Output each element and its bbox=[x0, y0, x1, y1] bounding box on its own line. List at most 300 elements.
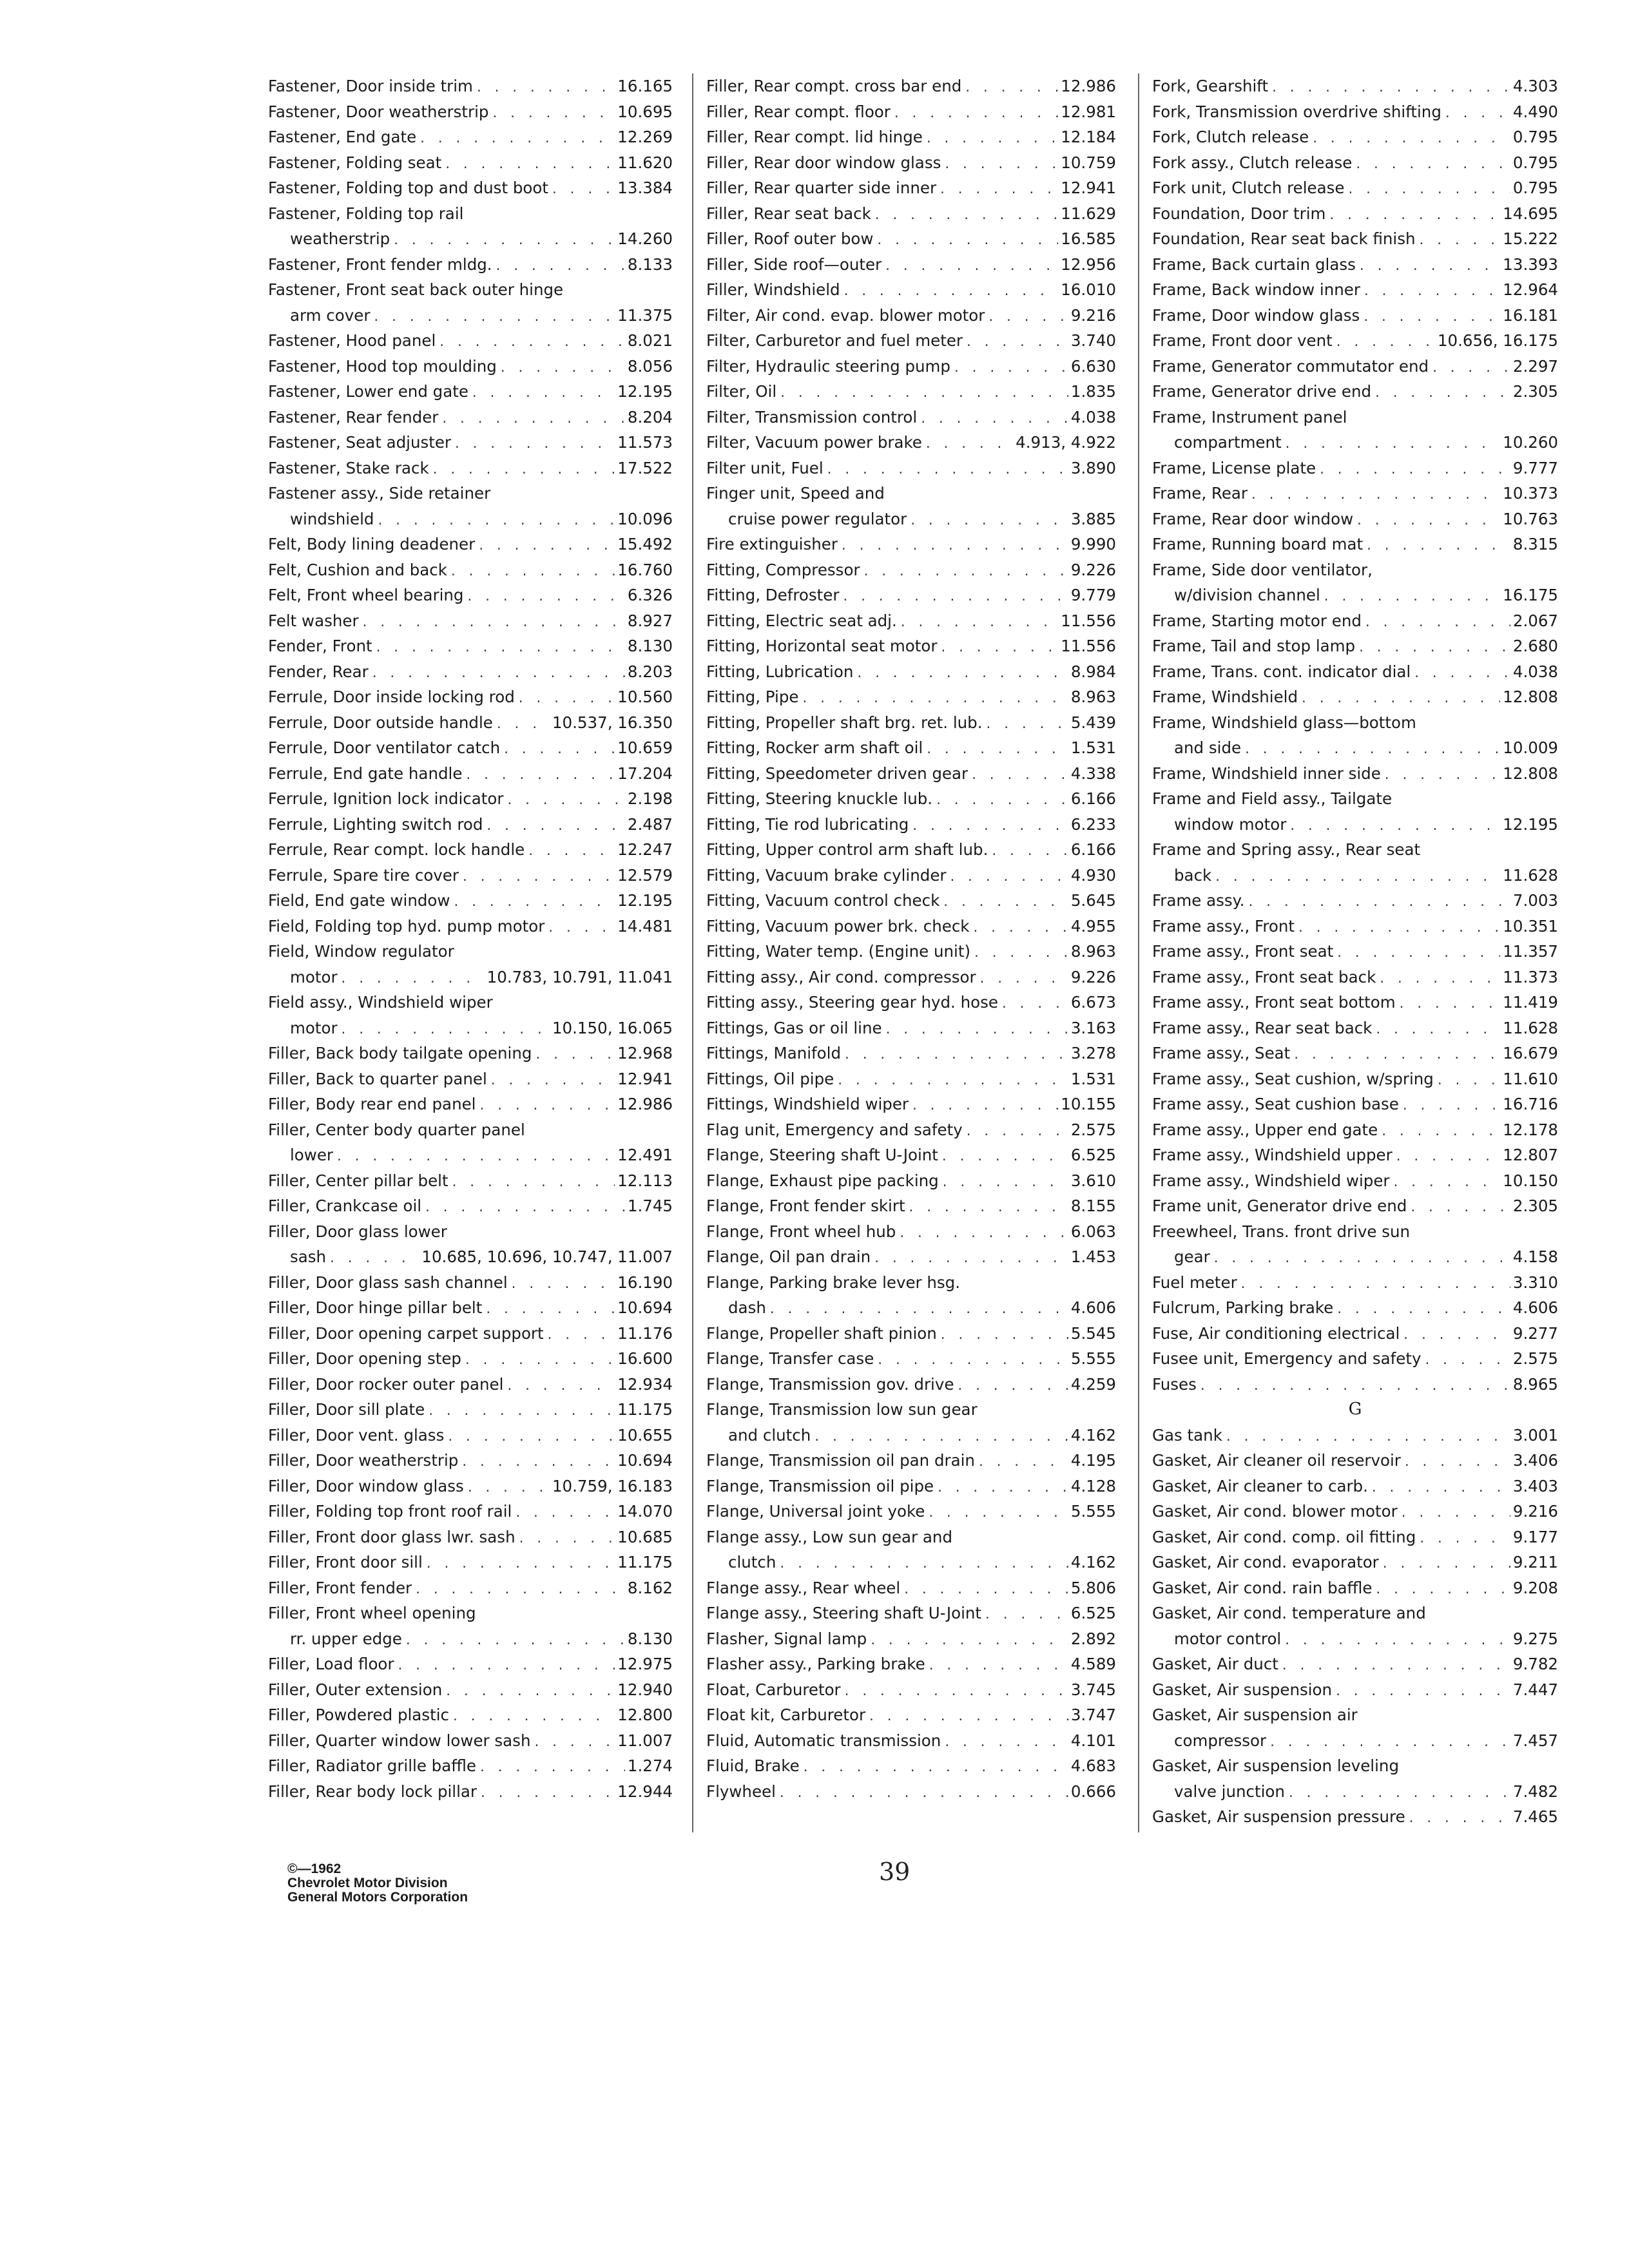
entry-label: Fuses bbox=[1152, 1374, 1197, 1394]
entry-label: Gasket, Air cond. comp. oil fitting bbox=[1152, 1527, 1416, 1546]
index-entry bbox=[268, 786, 673, 812]
entry-page-ref: 6.166 bbox=[1070, 840, 1116, 859]
entry-page-ref: 9.211 bbox=[1512, 1553, 1558, 1571]
entry-page-ref: 4.162 bbox=[1070, 1425, 1116, 1445]
entry-label: Fittings, Manifold bbox=[706, 1044, 842, 1062]
index-entry bbox=[1152, 150, 1558, 176]
entry-label: gear bbox=[1174, 1247, 1210, 1266]
entry-label: Frame assy., Windshield upper bbox=[1152, 1146, 1393, 1164]
dot-leader bbox=[876, 228, 1058, 254]
entry-label: Filler, Body rear end panel bbox=[268, 1095, 476, 1113]
index-entry bbox=[1152, 1550, 1558, 1575]
section-heading: G bbox=[1348, 1399, 1362, 1419]
index-entry bbox=[706, 1550, 1116, 1575]
entry-page-ref: 10.155 bbox=[1061, 1095, 1116, 1113]
entry-page-ref: 10.694 bbox=[617, 1298, 673, 1317]
dot-leader bbox=[329, 1246, 419, 1272]
entry-label: Fastener, Door inside trim bbox=[268, 77, 473, 95]
entry-label: Filler, Load floor bbox=[268, 1655, 394, 1673]
entry-label: Flange, Parking brake lever hsg. bbox=[706, 1273, 961, 1292]
index-entry bbox=[1152, 863, 1558, 889]
entry-page-ref: 0.795 bbox=[1512, 178, 1558, 197]
index-entry bbox=[268, 684, 673, 710]
dot-leader bbox=[903, 1577, 1068, 1603]
index-entry bbox=[1152, 1015, 1558, 1041]
entry-label: Filler, Crankcase oil bbox=[268, 1196, 422, 1215]
entry-page-ref: 2.575 bbox=[1512, 1349, 1558, 1368]
dot-leader bbox=[499, 356, 625, 381]
entry-label: Fastener, Hood panel bbox=[268, 331, 436, 350]
dot-leader bbox=[1362, 305, 1500, 331]
entry-page-ref: 4.303 bbox=[1512, 77, 1558, 95]
entry-label: Gasket, Air cleaner to carb. bbox=[1152, 1476, 1368, 1495]
entry-page-ref: 7.003 bbox=[1512, 891, 1558, 910]
dot-leader bbox=[898, 1221, 1068, 1247]
entry-label: Filler, Rear compt. floor bbox=[706, 102, 891, 121]
index-entry bbox=[706, 354, 1116, 380]
entry-page-ref: 9.782 bbox=[1512, 1655, 1558, 1673]
entry-page-ref: 8.155 bbox=[1070, 1196, 1116, 1215]
entry-page-ref: 9.226 bbox=[1070, 967, 1116, 986]
dot-leader bbox=[900, 610, 1058, 636]
index-entry bbox=[1152, 1677, 1558, 1703]
dot-leader bbox=[461, 1450, 615, 1475]
index-entry bbox=[706, 1193, 1116, 1219]
dot-leader bbox=[1297, 916, 1500, 941]
entry-label: Fitting, Rocker arm shaft oil bbox=[706, 738, 923, 757]
index-entry bbox=[706, 582, 1116, 608]
entry-page-ref: 17.522 bbox=[617, 458, 673, 477]
entry-label: Field, End gate window bbox=[268, 891, 450, 910]
index-entry bbox=[1152, 557, 1558, 583]
entry-label: Fastener, Hood top moulding bbox=[268, 356, 497, 376]
dot-leader bbox=[397, 1653, 615, 1679]
index-entry bbox=[706, 1423, 1116, 1448]
entry-label: Frame, Starting motor end bbox=[1152, 611, 1362, 630]
index-entry bbox=[268, 1321, 673, 1347]
dot-leader bbox=[965, 330, 1068, 356]
index-entry bbox=[268, 1270, 673, 1296]
entry-label: Ferrule, End gate handle bbox=[268, 764, 463, 783]
entry-label: Fork unit, Clutch release bbox=[1152, 178, 1345, 197]
dot-leader bbox=[1374, 381, 1510, 407]
entry-page-ref: 4.259 bbox=[1070, 1374, 1116, 1394]
entry-label: w/division channel bbox=[1174, 586, 1320, 604]
entry-label: Fire extinguisher bbox=[706, 535, 838, 553]
entry-label: Frame assy., Seat bbox=[1152, 1044, 1291, 1062]
dot-leader bbox=[1364, 610, 1510, 636]
dot-leader bbox=[340, 966, 485, 992]
index-entry bbox=[706, 150, 1116, 176]
entry-label: Filler, Door sill plate bbox=[268, 1400, 425, 1419]
dot-leader bbox=[485, 1297, 615, 1323]
entry-page-ref: 3.310 bbox=[1512, 1273, 1558, 1292]
dot-leader bbox=[1380, 1119, 1500, 1145]
dot-leader bbox=[925, 737, 1068, 763]
entry-page-ref: 1.835 bbox=[1070, 382, 1116, 401]
entry-label: Fitting, Propeller shaft brg. ret. lub. bbox=[706, 713, 983, 732]
entry-page-ref: 6.525 bbox=[1070, 1604, 1116, 1622]
index-entry bbox=[268, 73, 673, 99]
entry-page-ref: 11.007 bbox=[617, 1731, 673, 1750]
entry-label: Filter, Air cond. evap. blower motor bbox=[706, 305, 985, 325]
dot-leader bbox=[1336, 1297, 1510, 1323]
dot-leader bbox=[978, 1450, 1068, 1475]
entry-label: back bbox=[1174, 865, 1212, 885]
dot-leader bbox=[802, 1755, 1068, 1781]
entry-label: Filler, Back body tailgate opening bbox=[268, 1044, 532, 1062]
entry-label: Frame assy., Rear seat back bbox=[1152, 1018, 1373, 1037]
entry-label: Fastener, Front fender mldg. bbox=[268, 255, 492, 274]
entry-label: Fitting, Steering knuckle lub. bbox=[706, 789, 933, 808]
entry-page-ref: 14.260 bbox=[617, 229, 673, 248]
dot-leader bbox=[1289, 814, 1500, 840]
dot-leader bbox=[927, 1501, 1068, 1526]
entry-label: Filler, Door window glass bbox=[268, 1476, 464, 1495]
entry-page-ref: 12.975 bbox=[617, 1655, 673, 1673]
entry-page-ref: 8.133 bbox=[627, 255, 673, 274]
entry-page-ref: 10.351 bbox=[1503, 916, 1558, 936]
index-entry bbox=[268, 582, 673, 608]
dot-leader bbox=[1408, 1806, 1510, 1832]
dot-leader bbox=[953, 356, 1068, 381]
entry-page-ref: 12.184 bbox=[1061, 128, 1116, 146]
dot-leader bbox=[447, 1425, 615, 1450]
entry-page-ref: 10.659 bbox=[617, 738, 673, 757]
index-entry bbox=[268, 201, 673, 227]
dot-leader bbox=[826, 457, 1068, 483]
entry-page-ref: 10.537, 16.350 bbox=[552, 713, 673, 732]
entry-page-ref: 11.175 bbox=[617, 1553, 673, 1571]
entry-label: Filler, Quarter window lower sash bbox=[268, 1731, 531, 1750]
index-entry bbox=[268, 1295, 673, 1321]
entry-label: Gasket, Air duct bbox=[1152, 1655, 1278, 1673]
index-entry bbox=[268, 1753, 673, 1779]
entry-label: arm cover bbox=[290, 305, 371, 325]
entry-page-ref: 1.274 bbox=[627, 1756, 673, 1775]
entry-page-ref: 9.777 bbox=[1512, 458, 1558, 477]
index-entry bbox=[268, 175, 673, 201]
entry-label: Frame assy., Windshield wiper bbox=[1152, 1171, 1390, 1190]
index-entry bbox=[268, 430, 673, 456]
entry-label: window motor bbox=[1174, 814, 1287, 834]
entry-page-ref: 3.745 bbox=[1070, 1680, 1116, 1699]
index-entry bbox=[1152, 277, 1558, 303]
entry-page-ref: 8.963 bbox=[1070, 687, 1116, 706]
index-entry bbox=[268, 1219, 673, 1245]
entry-page-ref: 2.575 bbox=[1070, 1120, 1116, 1139]
entry-label: Flange, Transfer case bbox=[706, 1349, 874, 1368]
index-entry bbox=[1152, 1575, 1558, 1601]
dot-leader bbox=[779, 381, 1068, 407]
entry-label: Flange, Universal joint yoke bbox=[706, 1502, 925, 1521]
entry-label: Filler, Door weatherstrip bbox=[268, 1451, 459, 1470]
dot-leader bbox=[1335, 330, 1435, 356]
entry-label: lower bbox=[290, 1146, 333, 1164]
dot-leader bbox=[372, 305, 615, 331]
entry-page-ref: 13.393 bbox=[1503, 255, 1558, 274]
entry-page-ref: 3.001 bbox=[1512, 1425, 1558, 1445]
dot-leader bbox=[1358, 254, 1500, 280]
dot-leader bbox=[452, 1704, 615, 1730]
entry-label: Filler, Rear compt. lid hinge bbox=[706, 128, 923, 146]
entry-page-ref: 12.195 bbox=[617, 891, 673, 910]
index-entry bbox=[706, 1702, 1116, 1728]
index-entry bbox=[706, 1066, 1116, 1092]
index-entry bbox=[706, 481, 1116, 506]
entry-label: Fitting, Vacuum power brk. check bbox=[706, 916, 970, 936]
index-entry bbox=[706, 379, 1116, 405]
index-entry bbox=[268, 1474, 673, 1499]
index-entry bbox=[706, 1779, 1116, 1805]
entry-label: Flag unit, Emergency and safety bbox=[706, 1120, 963, 1139]
dot-leader bbox=[371, 661, 625, 687]
entry-page-ref: 14.070 bbox=[617, 1502, 673, 1521]
dot-leader bbox=[973, 941, 1068, 966]
dot-leader bbox=[479, 1755, 625, 1781]
entry-page-ref: 8.130 bbox=[627, 1629, 673, 1648]
dot-leader bbox=[868, 1704, 1068, 1730]
entry-page-ref: 10.655 bbox=[617, 1425, 673, 1445]
dot-leader bbox=[843, 1679, 1068, 1705]
entry-label: dash bbox=[728, 1298, 766, 1317]
dot-leader bbox=[1300, 686, 1500, 712]
index-entry bbox=[706, 73, 1116, 99]
index-entry bbox=[1152, 1626, 1558, 1652]
entry-page-ref: 10.783, 10.791, 11.041 bbox=[487, 967, 673, 986]
index-entry bbox=[1152, 1702, 1558, 1728]
entry-label: Felt, Cushion and back bbox=[268, 560, 447, 579]
dot-leader bbox=[427, 1399, 615, 1425]
entry-page-ref: 0.795 bbox=[1512, 153, 1558, 172]
index-entry bbox=[706, 1524, 1116, 1550]
entry-label: Filler, Rear seat back bbox=[706, 204, 871, 223]
dot-leader bbox=[940, 635, 1058, 661]
dot-leader bbox=[506, 1374, 615, 1399]
dot-leader bbox=[874, 203, 1058, 229]
index-entry bbox=[1152, 837, 1558, 863]
entry-label: Fuse, Air conditioning electrical bbox=[1152, 1323, 1400, 1343]
entry-label: Gasket, Air suspension leveling bbox=[1152, 1756, 1399, 1775]
index-entry bbox=[268, 354, 673, 380]
index-entry bbox=[1152, 1499, 1558, 1524]
index-entry bbox=[706, 303, 1116, 329]
index-entry bbox=[706, 1219, 1116, 1245]
entry-page-ref: 4.930 bbox=[1070, 865, 1116, 885]
entry-label: Filler, Windshield bbox=[706, 280, 840, 299]
entry-page-ref: 10.759 bbox=[1061, 153, 1116, 172]
dot-leader bbox=[1356, 508, 1500, 534]
entry-page-ref: 12.956 bbox=[1061, 255, 1116, 274]
index-entry bbox=[1152, 1651, 1558, 1677]
index-entry bbox=[268, 481, 673, 506]
dot-leader bbox=[510, 1272, 615, 1298]
entry-label: Frame assy., Front seat back bbox=[1152, 967, 1376, 986]
index-entry bbox=[1152, 1372, 1558, 1398]
entry-page-ref: 3.403 bbox=[1512, 1476, 1558, 1495]
index-entry bbox=[268, 1372, 673, 1398]
entry-label: Fastener, Stake rack bbox=[268, 458, 429, 477]
entry-label: Fusee unit, Emergency and safety bbox=[1152, 1349, 1422, 1368]
dot-leader bbox=[441, 407, 625, 432]
dot-leader bbox=[1311, 126, 1510, 152]
entry-page-ref: 10.373 bbox=[1503, 484, 1558, 503]
dot-leader bbox=[1347, 177, 1510, 203]
dot-leader bbox=[336, 1144, 615, 1170]
dot-leader bbox=[935, 788, 1068, 814]
entry-label: Frame assy., Seat cushion base bbox=[1152, 1095, 1399, 1113]
entry-label: Ferrule, Rear compt. lock handle bbox=[268, 840, 525, 859]
dot-leader bbox=[928, 1653, 1068, 1679]
entry-label: Fender, Front bbox=[268, 637, 372, 655]
entry-label: Filler, Door opening step bbox=[268, 1349, 461, 1368]
index-entry bbox=[706, 1346, 1116, 1372]
index-column-3 bbox=[1152, 73, 1558, 1830]
index-entry bbox=[706, 1397, 1116, 1423]
entry-label: Flange, Front fender skirt bbox=[706, 1196, 905, 1215]
entry-label: Frame, Instrument panel bbox=[1152, 407, 1347, 427]
entry-label: Fastener, Seat adjuster bbox=[268, 433, 451, 452]
index-entry bbox=[268, 1168, 673, 1194]
entry-page-ref: 11.556 bbox=[1061, 637, 1116, 655]
entry-page-ref: 6.166 bbox=[1070, 789, 1116, 808]
copyright-line: ©—1962 bbox=[287, 1861, 342, 1876]
entry-page-ref: 12.981 bbox=[1061, 102, 1116, 121]
dot-leader bbox=[1284, 432, 1501, 457]
index-entry bbox=[1152, 481, 1558, 506]
entry-page-ref: 12.808 bbox=[1503, 687, 1558, 706]
index-entry bbox=[706, 405, 1116, 430]
index-entry bbox=[1152, 761, 1558, 787]
entry-page-ref: 0.795 bbox=[1512, 128, 1558, 146]
entry-label: Frame, Generator commutator end bbox=[1152, 356, 1429, 376]
entry-label: Fastener, Door weatherstrip bbox=[268, 102, 489, 121]
index-entry bbox=[268, 1702, 673, 1728]
index-entry bbox=[268, 735, 673, 761]
entry-page-ref: 9.226 bbox=[1070, 560, 1116, 579]
index-entry bbox=[706, 252, 1116, 278]
entry-label: windshield bbox=[290, 509, 374, 528]
entry-label: Fittings, Windshield wiper bbox=[706, 1095, 909, 1113]
dot-leader bbox=[769, 1297, 1068, 1323]
dot-leader bbox=[1371, 1475, 1510, 1501]
index-entry bbox=[1152, 914, 1558, 939]
entry-page-ref: 10.260 bbox=[1503, 433, 1558, 452]
entry-label: Fitting, Lubrication bbox=[706, 662, 854, 681]
entry-page-ref: 6.063 bbox=[1070, 1222, 1116, 1241]
index-entry bbox=[706, 990, 1116, 1015]
dot-leader bbox=[1358, 635, 1510, 661]
entry-label: Frame, Front door vent bbox=[1152, 331, 1333, 350]
index-entry bbox=[1152, 1779, 1558, 1805]
entry-label: Frame, Rear door window bbox=[1152, 509, 1354, 528]
entry-page-ref: 12.195 bbox=[617, 382, 673, 401]
dot-leader bbox=[1418, 1526, 1510, 1552]
dot-leader bbox=[465, 763, 615, 789]
dot-leader bbox=[972, 916, 1068, 941]
entry-label: Float, Carburetor bbox=[706, 1680, 841, 1699]
dot-leader bbox=[438, 330, 625, 356]
entry-label: Fender, Rear bbox=[268, 662, 369, 681]
entry-page-ref: 16.760 bbox=[617, 560, 673, 579]
entry-page-ref: 3.890 bbox=[1070, 458, 1116, 477]
index-entry bbox=[706, 888, 1116, 914]
index-entry bbox=[268, 1041, 673, 1066]
index-entry bbox=[1152, 226, 1558, 252]
dot-leader bbox=[1336, 941, 1500, 966]
index-entry bbox=[706, 633, 1116, 659]
entry-page-ref: 16.175 bbox=[1503, 586, 1558, 604]
entry-label: Fitting assy., Steering gear hyd. hose bbox=[706, 993, 998, 1012]
entry-label: Flywheel bbox=[706, 1782, 776, 1801]
dot-leader bbox=[941, 1170, 1068, 1196]
entry-label: Fitting, Speedometer driven gear bbox=[706, 764, 969, 783]
entry-page-ref: 6.630 bbox=[1070, 356, 1116, 376]
entry-page-ref: 11.176 bbox=[617, 1323, 673, 1343]
dot-leader bbox=[936, 1475, 1068, 1501]
index-entry bbox=[706, 1041, 1116, 1066]
entry-page-ref: 10.685, 10.696, 10.747, 11.007 bbox=[421, 1247, 673, 1266]
entry-label: Foundation, Door trim bbox=[1152, 204, 1326, 223]
index-entry bbox=[268, 124, 673, 150]
entry-page-ref: 12.807 bbox=[1503, 1146, 1558, 1164]
entry-label: compartment bbox=[1174, 433, 1282, 452]
entry-page-ref: 16.716 bbox=[1503, 1095, 1558, 1113]
entry-label: Frame, Trans. cont. indicator dial bbox=[1152, 662, 1411, 681]
entry-label: Filler, Side roof—outer bbox=[706, 255, 882, 274]
entry-page-ref: 16.190 bbox=[617, 1273, 673, 1292]
entry-label: Gasket, Air cond. evaporator bbox=[1152, 1553, 1379, 1571]
dot-leader bbox=[984, 1602, 1068, 1628]
entry-label: compressor bbox=[1174, 1731, 1267, 1750]
dot-leader bbox=[1400, 1501, 1510, 1526]
entry-label: Filler, Front fender bbox=[268, 1578, 412, 1597]
index-entry bbox=[706, 226, 1116, 252]
dot-leader bbox=[940, 1323, 1068, 1349]
entry-page-ref: 10.150 bbox=[1503, 1171, 1558, 1190]
index-entry bbox=[1152, 1270, 1558, 1296]
dot-leader bbox=[461, 865, 615, 890]
dot-leader bbox=[908, 1195, 1068, 1221]
dot-leader bbox=[987, 305, 1068, 331]
entry-label: Fastener, Folding seat bbox=[268, 153, 442, 172]
column-divider bbox=[692, 73, 693, 1832]
dot-leader bbox=[479, 1781, 615, 1807]
entry-label: Fastener, Folding top rail bbox=[268, 204, 464, 223]
entry-page-ref: 2.305 bbox=[1512, 1196, 1558, 1215]
dot-leader bbox=[392, 228, 615, 254]
index-entry bbox=[1152, 405, 1558, 430]
dot-leader bbox=[1413, 661, 1510, 687]
entry-page-ref: 8.203 bbox=[627, 662, 673, 681]
entry-label: Frame assy., Seat cushion, w/spring bbox=[1152, 1069, 1434, 1088]
index-entry bbox=[706, 939, 1116, 965]
entry-label: Fitting, Vacuum brake cylinder bbox=[706, 865, 947, 885]
entry-page-ref: 11.628 bbox=[1503, 865, 1558, 885]
index-entry bbox=[268, 1626, 673, 1652]
dot-leader bbox=[1402, 1323, 1510, 1349]
index-entry bbox=[268, 1448, 673, 1474]
dot-leader bbox=[1335, 1679, 1510, 1705]
entry-label: Ferrule, Spare tire cover bbox=[268, 865, 459, 885]
dot-leader bbox=[451, 1170, 615, 1196]
entry-page-ref: 10.656, 16.175 bbox=[1437, 331, 1558, 350]
entry-page-ref: 2.297 bbox=[1512, 356, 1558, 376]
index-entry bbox=[706, 1372, 1116, 1398]
dot-leader bbox=[506, 788, 624, 814]
dot-leader bbox=[533, 1730, 615, 1756]
entry-page-ref: 3.163 bbox=[1070, 1018, 1116, 1037]
